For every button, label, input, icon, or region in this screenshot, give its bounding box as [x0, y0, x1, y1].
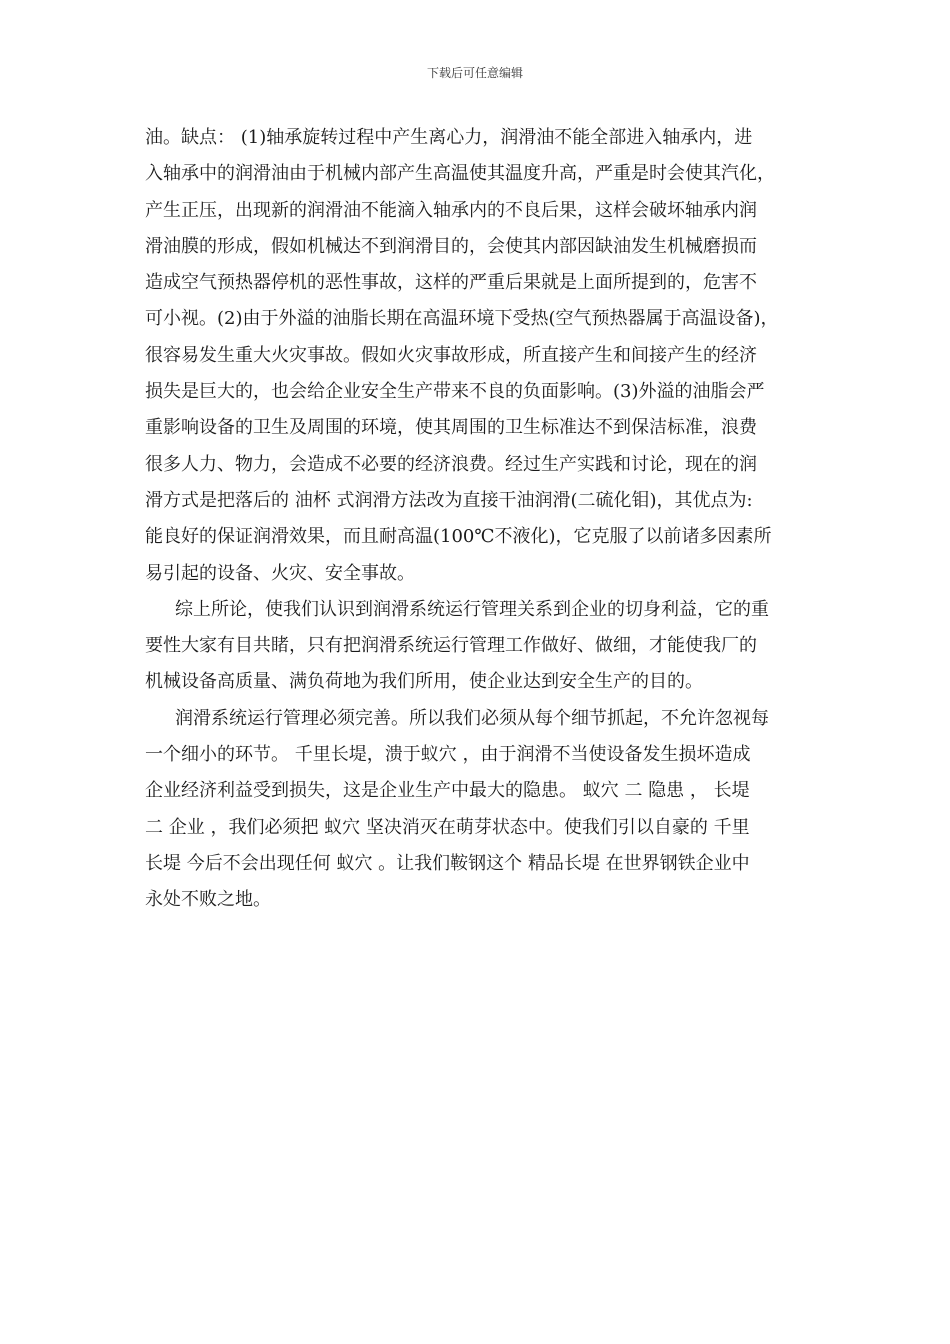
text-line: 可小视。(2)由于外溢的油脂长期在高温环境下受热(空气预热器属于高温设备)， [145, 308, 779, 330]
text-line: 重影响设备的卫生及周围的环境，使其周围的卫生标准达不到保洁标准，浪费 [145, 417, 757, 439]
text-line: 能良好的保证润滑效果，而且耐高温(100℃不液化)，它克服了以前诸多因素所 [145, 526, 772, 548]
text-line: 入轴承中的润滑油由于机械内部产生高温使其温度升高，严重是时会使其汽化， [145, 163, 775, 185]
text-line: 滑方式是把落后的 油杯 式润滑方法改为直接干油润滑(二硫化钼)，其优点为: [145, 489, 753, 511]
text-line: 企业经济利益受到损失，这是企业生产中最大的隐患。 蚁穴 二 隐患 ， 长堤 [145, 780, 750, 802]
text-line: 很多人力、物力，会造成不必要的经济浪费。经过生产实践和讨论，现在的润 [145, 453, 757, 475]
text-line: 机械设备高质量、满负荷地为我们所用，使企业达到安全生产的目的。 [145, 671, 703, 693]
text-line: 滑油膜的形成，假如机械达不到润滑目的，会使其内部因缺油发生机械磨损而 [145, 235, 757, 257]
page-header [0, 65, 950, 81]
paragraph-1 [145, 120, 815, 592]
text-line: 要性大家有目共睹，只有把润滑系统运行管理工作做好、做细，才能使我厂的 [145, 635, 757, 657]
document-body [145, 120, 815, 919]
text-line: 产生正压，出现新的润滑油不能滴入轴承内的不良后果，这样会破坏轴承内润 [145, 199, 757, 221]
text-line: 损失是巨大的，也会给企业安全生产带来不良的负面影响。(3)外溢的油脂会严 [145, 381, 765, 403]
header-text: 下载后可任意编辑 [426, 66, 523, 80]
text-line: 易引起的设备、火灾、安全事故。 [145, 562, 415, 584]
text-line: 长堤 今后不会出现任何 蚁穴 。让我们鞍钢这个 精品长堤 在世界钢铁企业中 [145, 852, 750, 874]
text-line: 润滑系统运行管理必须完善。所以我们必须从每个细节抓起，不允许忽视每 [175, 707, 769, 729]
text-line: 永处不败之地。 [145, 889, 271, 911]
paragraph-2 [145, 592, 815, 701]
paragraph-3 [145, 701, 815, 919]
text-line: 一个细小的环节。 千里长堤，溃于蚁穴 ，由于润滑不当使设备发生损坏造成 [145, 744, 751, 766]
text-line: 综上所论，使我们认识到润滑系统运行管理关系到企业的切身利益，它的重 [175, 598, 769, 620]
text-line: 造成空气预热器停机的恶性事故，这样的严重后果就是上面所提到的，危害不 [145, 272, 757, 294]
text-line: 很容易发生重大火灾事故。假如火灾事故形成，所直接产生和间接产生的经济 [145, 344, 757, 366]
text-line: 二 企业 ，我们必须把 蚁穴 坚决消灭在萌芽状态中。使我们引以自豪的 千里 [145, 816, 750, 838]
text-line: 油。缺点： (1)轴承旋转过程中产生离心力，润滑油不能全部进入轴承内，进 [145, 127, 753, 148]
